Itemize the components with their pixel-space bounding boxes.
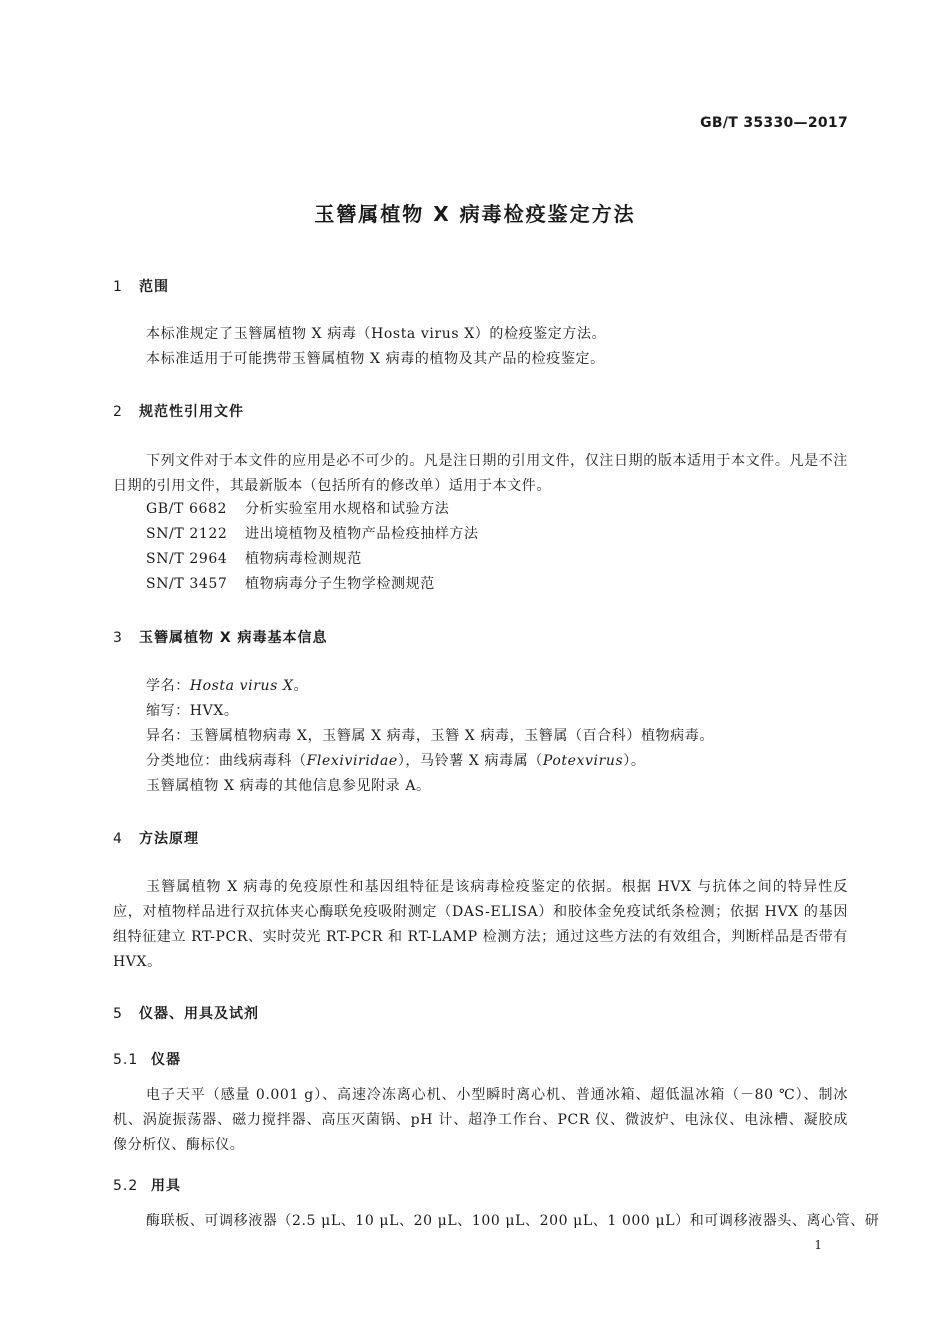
reference-title: 植物病毒分子生物学检测规范	[245, 576, 435, 592]
scope-paragraph-2: 本标准适用于可能携带玉簪属植物 X 病毒的植物及其产品的检疫鉴定。	[146, 351, 605, 367]
reference-item	[146, 573, 435, 593]
punctuation: ）。	[623, 753, 646, 769]
section-number: 5	[113, 1006, 123, 1022]
method-principle-paragraph: 玉簪属植物 X 病毒的免疫原性和基因组特征是该病毒检疫鉴定的依据。根据 HVX 与抗体之间的特异性反应，对植物样品进行双抗体夹心酶联免疫吸附测定（DAS-ELISA）和胶体金免疫试纸条检测；依据 HVX 的基因组特征建立 RT-PCR、实时荧光 RT-PCR 和 RT-LAMP 检测方法；通过这些方法的有效组合，判断样品是否带有 HVX。	[113, 879, 848, 970]
section-5-1-heading	[113, 1049, 181, 1069]
section-number: 3	[113, 630, 123, 646]
section-title: 规范性引用文件	[139, 404, 244, 420]
section-title: 仪器	[151, 1052, 181, 1068]
reference-item	[146, 523, 479, 543]
reference-title: 植物病毒检测规范	[245, 551, 362, 567]
section-5-heading	[113, 1003, 259, 1023]
reference-title: 进出境植物及植物产品检疫抽样方法	[245, 526, 479, 542]
reference-item	[146, 498, 449, 518]
section-number: 1	[113, 279, 123, 295]
document-title: 玉簪属植物 X 病毒检疫鉴定方法	[314, 202, 636, 226]
instruments-paragraph: 电子天平（感量 0.001 g）、高速冷冻离心机、小型瞬时离心机、普通冰箱、超低温冰箱（－80 ℃）、制冰机、涡旋振荡器、磁力搅拌器、高压灭菌锅、pH 计、超净工作台、PCR 仪、微波炉、电泳仪、电泳槽、凝胶成像分析仪、酶标仪。	[113, 1087, 848, 1153]
reference-code: SN/T 3457	[146, 576, 228, 592]
reference-code: SN/T 2122	[146, 526, 228, 542]
section-title: 范围	[139, 279, 169, 295]
reference-code: GB/T 6682	[146, 501, 228, 517]
annex-reference-line: 玉簪属植物 X 病毒的其他信息参见附录 A。	[146, 778, 431, 794]
section-title: 方法原理	[139, 831, 199, 847]
scientific-name-line	[146, 675, 308, 695]
label-text: ），马铃薯 X 病毒属（	[397, 753, 543, 769]
section-title: 用具	[151, 1178, 181, 1194]
page-number: 1	[814, 1238, 822, 1252]
synonyms-line: 异名：玉簪属植物病毒 X，玉簪属 X 病毒，玉簪 X 病毒，玉簪属（百合科）植物病毒。	[146, 728, 714, 744]
section-title: 仪器、用具及试剂	[139, 1006, 259, 1022]
reference-title: 分析实验室用水规格和试验方法	[245, 501, 450, 517]
section-1-heading	[113, 276, 169, 296]
family-name: Flexiviridae	[306, 753, 398, 769]
section-number: 5.1	[113, 1052, 139, 1068]
normative-references-paragraph: 下列文件对于本文件的应用是必不可少的。凡是注日期的引用文件，仅注日期的版本适用于本文件。凡是不注日期的引用文件，其最新版本（包括所有的修改单）适用于本文件。	[113, 453, 848, 494]
section-number: 4	[113, 831, 123, 847]
abbreviation-line: 缩写：HVX。	[146, 703, 239, 719]
genus-name: Potexvirus	[542, 753, 624, 769]
taxonomy-line	[146, 750, 645, 770]
reference-item	[146, 548, 362, 568]
label-text: 分类地位：曲线病毒科（	[146, 753, 307, 769]
section-title: 玉簪属植物 X 病毒基本信息	[139, 630, 328, 646]
species-name: Hosta virus X	[189, 678, 294, 694]
section-4-heading	[113, 828, 199, 848]
section-number: 5.2	[113, 1178, 139, 1194]
reference-code: SN/T 2964	[146, 551, 228, 567]
punctuation: 。	[293, 678, 309, 694]
section-number: 2	[113, 404, 123, 420]
tools-paragraph: 酶联板、可调移液器（2.5 μL、10 μL、20 μL、100 μL、200 μL、1 000 μL）和可调移液器头、离心管、研	[146, 1213, 880, 1229]
scope-paragraph-1: 本标准规定了玉簪属植物 X 病毒（Hosta virus X）的检疫鉴定方法。	[146, 326, 607, 342]
standard-code: GB/T 35330—2017	[700, 115, 848, 131]
label-text: 学名：	[146, 678, 190, 694]
section-5-2-heading	[113, 1175, 181, 1195]
section-3-heading	[113, 627, 328, 647]
section-2-heading	[113, 401, 244, 421]
